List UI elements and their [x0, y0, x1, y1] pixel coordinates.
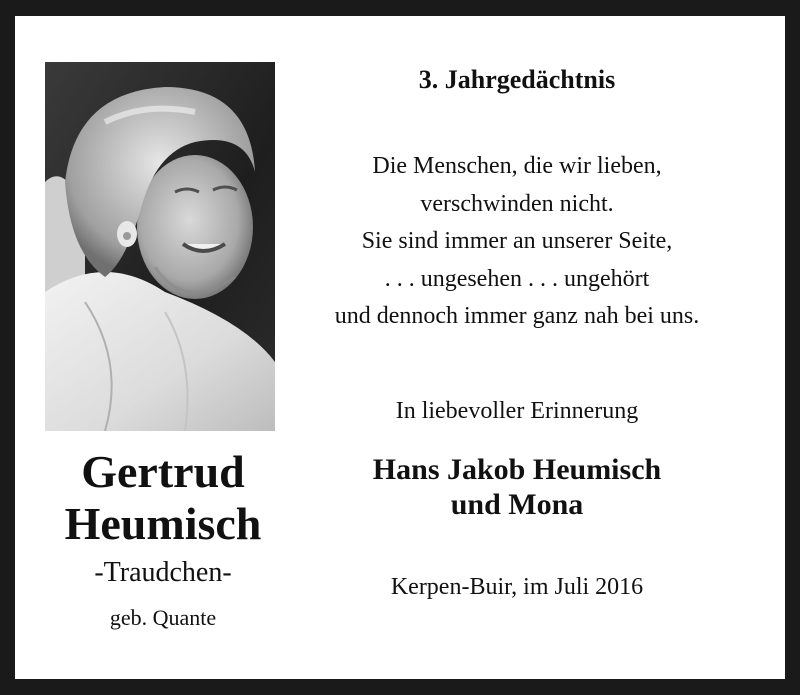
- portrait-photo: [45, 62, 275, 431]
- memory-line: In liebevoller Erinnerung: [395, 397, 639, 424]
- poem-line: und dennoch immer ganz nah bei uns.: [334, 303, 700, 329]
- anniversary-heading: 3. Jahrgedächtnis: [418, 65, 616, 94]
- place-date: Kerpen-Buir, im Juli 2016: [390, 573, 644, 600]
- poem-line: . . . ungesehen . . . ungehört: [384, 265, 650, 292]
- poem-line: verschwinden nicht.: [420, 190, 614, 217]
- last-name: Heumisch: [64, 498, 262, 549]
- first-name: Gertrud: [81, 446, 245, 497]
- memorial-text: [277, 56, 757, 602]
- portrait-image: [45, 62, 275, 431]
- poem: [277, 148, 757, 336]
- signers: [277, 452, 757, 522]
- birth-name: geb. Quante: [109, 605, 217, 630]
- signer-line: Hans Jakob Heumisch: [372, 452, 662, 486]
- poem-line: Die Menschen, die wir lieben,: [372, 153, 662, 179]
- obituary-card: [14, 15, 786, 680]
- poem-line: Sie sind immer an unserer Seite,: [361, 228, 673, 254]
- signer-line: und Mona: [450, 487, 584, 521]
- deceased-info: [35, 446, 291, 632]
- nickname: -Traudchen-: [94, 557, 232, 588]
